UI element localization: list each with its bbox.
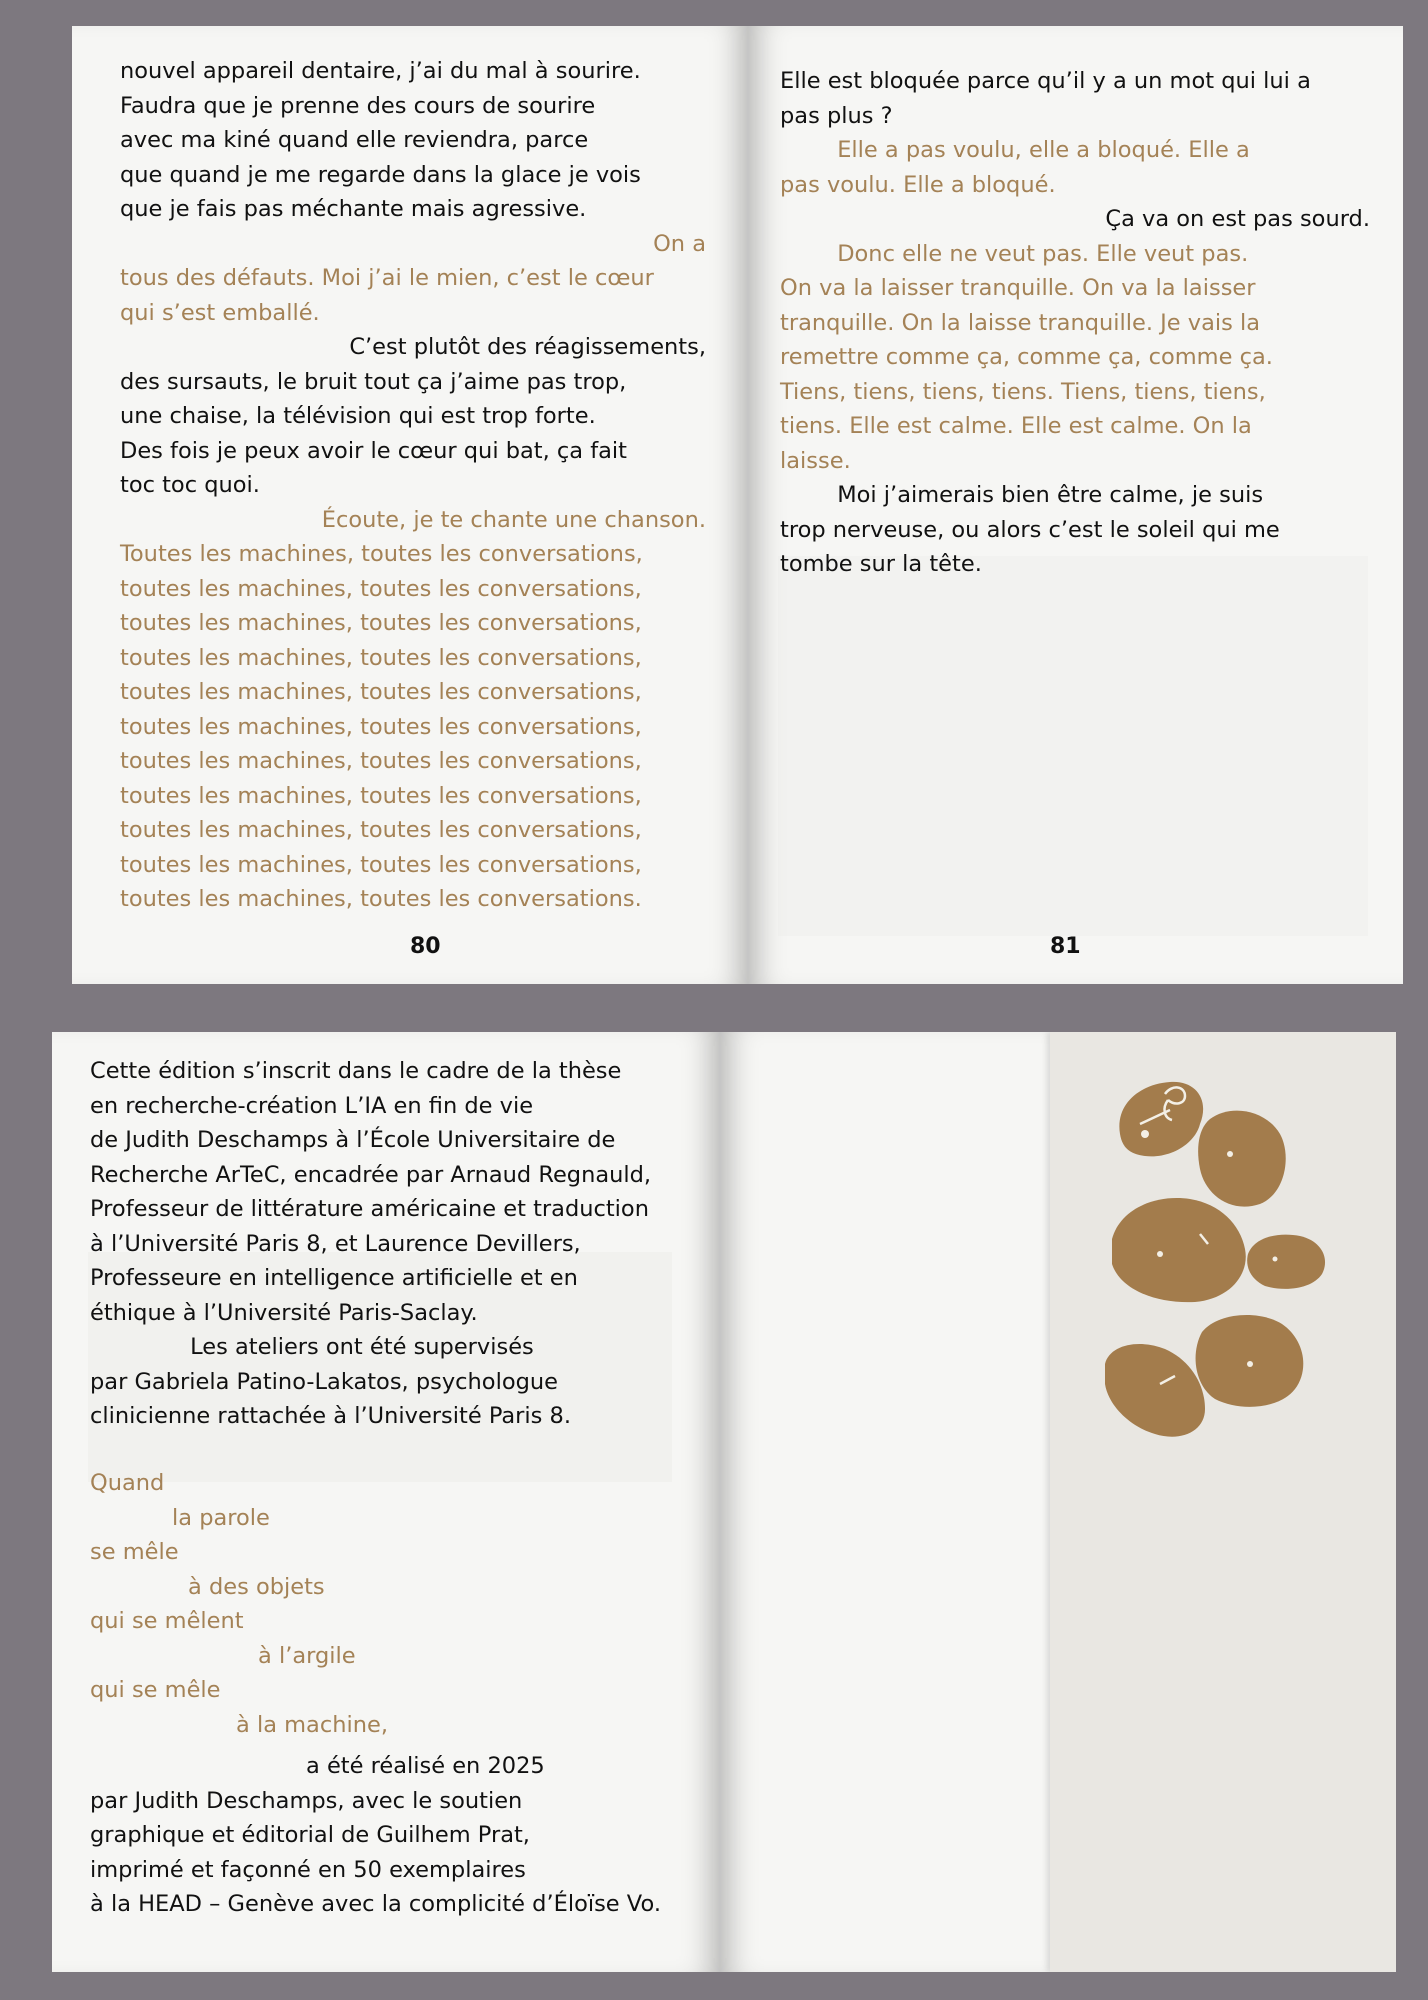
text-line: qui s’est emballé. xyxy=(120,299,320,326)
poem-line: la parole xyxy=(172,1504,270,1531)
colophon-line: par Gabriela Patino-Lakatos, psychologue xyxy=(90,1368,558,1395)
text-line: tranquille. On la laisse tranquille. Je vais la xyxy=(780,309,1261,336)
faint-background-image xyxy=(778,556,1368,936)
text-line: trop nerveuse, ou alors c’est le soleil qui me xyxy=(780,516,1280,543)
text-line: Des fois je peux avoir le cœur qui bat, ça fait xyxy=(120,437,628,464)
text-line: Elle a pas voulu, elle a bloqué. Elle a xyxy=(780,137,1250,163)
stone-middle-left xyxy=(1112,1198,1246,1302)
page-81 xyxy=(748,26,1403,984)
poem-line: à des objets xyxy=(188,1573,325,1600)
text-line: tombe sur la tête. xyxy=(780,551,982,577)
text-line: Elle est bloquée parce qu’il y a un mot qui lui a xyxy=(780,68,1311,94)
text-line: laisse. xyxy=(780,447,851,474)
text-line: Ça va on est pas sourd. xyxy=(1105,206,1370,232)
text-line: On a xyxy=(653,230,706,257)
text-line: toutes les machines, toutes les conversations, xyxy=(120,644,642,671)
credits-line: par Judith Deschamps, avec le soutien xyxy=(90,1787,523,1814)
credits-line: à la HEAD – Genève avec la complicité d’Éloïse Vo. xyxy=(90,1891,661,1917)
text-line: toutes les machines, toutes les conversations, xyxy=(120,817,642,843)
text-line: Écoute, je te chante une chanson. xyxy=(321,506,706,533)
page-80 xyxy=(72,26,748,984)
text-line: toc toc quoi. xyxy=(120,472,260,498)
text-line: une chaise, la télévision qui est trop forte. xyxy=(120,403,596,429)
page-80-text xyxy=(120,54,706,917)
credits-line: graphique et éditorial de Guilhem Prat, xyxy=(90,1822,530,1848)
credits xyxy=(90,1749,710,1922)
page-number-80: 80 xyxy=(410,934,441,959)
clay-stones-illustration xyxy=(1100,1064,1390,1444)
poem-line: à l’argile xyxy=(258,1642,356,1669)
poem-line: qui se mêlent xyxy=(90,1608,244,1634)
stone-bottom-right xyxy=(1196,1315,1304,1407)
text-line: remettre comme ça, comme ça, comme ça. xyxy=(780,344,1273,370)
colophon-line: de Judith Deschamps à l’École Universitaire de xyxy=(90,1127,616,1153)
text-line: avec ma kiné quand elle reviendra, parce xyxy=(120,127,589,153)
colophon-line: éthique à l’Université Paris-Saclay. xyxy=(90,1299,478,1326)
text-line: toutes les machines, toutes les conversations, xyxy=(120,851,642,878)
colophon-text xyxy=(90,1054,690,1434)
text-line: Donc elle ne veut pas. Elle veut pas. xyxy=(780,240,1249,267)
stone-top-left xyxy=(1119,1082,1203,1157)
colophon-line: Professeure en intelligence artificielle et en xyxy=(90,1265,578,1291)
text-line: des sursauts, le bruit tout ça j’aime pas trop, xyxy=(120,368,627,395)
text-line: toutes les machines, toutes les conversations, xyxy=(120,782,642,809)
stone-bottom-left xyxy=(1105,1344,1205,1437)
text-line: Tiens, tiens, tiens, tiens. Tiens, tiens, tiens, xyxy=(780,378,1266,405)
text-line: toutes les machines, toutes les conversations, xyxy=(120,713,642,740)
text-line: toutes les machines, toutes les conversations, xyxy=(120,679,642,705)
text-line: C’est plutôt des réagissements, xyxy=(349,334,706,360)
text-line: pas voulu. Elle a bloqué. xyxy=(780,171,1056,198)
poem-line: qui se mêle xyxy=(90,1677,221,1703)
text-line: que je fais pas méchante mais agressive. xyxy=(120,196,587,222)
stone-top-right xyxy=(1198,1111,1286,1207)
colophon-line: en recherche-création L’IA en fin de vie xyxy=(90,1092,534,1119)
colophon-line: Les ateliers ont été supervisés xyxy=(90,1334,534,1360)
colophon-line: Recherche ArTeC, encadrée par Arnaud Regnauld, xyxy=(90,1161,652,1188)
text-line: toutes les machines, toutes les conversations, xyxy=(120,610,642,636)
text-line: tiens. Elle est calme. Elle est calme. On la xyxy=(780,413,1252,439)
text-line: Toutes les machines, toutes les conversations, xyxy=(120,541,643,567)
credits-line: imprimé et façonné en 50 exemplaires xyxy=(90,1856,526,1883)
colophon-line: Professeur de littérature américaine et traduction xyxy=(90,1196,649,1222)
text-line: toutes les machines, toutes les conversations, xyxy=(120,748,642,774)
colophon-page xyxy=(52,1032,720,1972)
poem-line: se mêle xyxy=(90,1539,179,1565)
text-line: toutes les machines, toutes les conversations. xyxy=(120,886,642,912)
text-line: Faudra que je prenne des cours de sourire xyxy=(120,92,596,119)
colophon-line: à l’Université Paris 8, et Laurence Devillers, xyxy=(90,1230,581,1257)
text-line: toutes les machines, toutes les conversations, xyxy=(120,575,642,602)
text-line: Moi j’aimerais bien être calme, je suis xyxy=(780,482,1264,508)
poem-line: à la machine, xyxy=(236,1711,388,1738)
poem xyxy=(90,1466,690,1742)
credits-line: a été réalisé en 2025 xyxy=(306,1753,545,1779)
text-line: nouvel appareil dentaire, j’ai du mal à sourire. xyxy=(120,58,641,84)
text-line: On va la laisser tranquille. On va la laisser xyxy=(780,275,1256,301)
text-line: que quand je me regarde dans la glace je vois xyxy=(120,161,641,188)
stone-middle-right xyxy=(1247,1235,1325,1289)
page-number-81: 81 xyxy=(1050,934,1081,959)
text-line: pas plus ? xyxy=(780,102,893,129)
colophon-line: Cette édition s’inscrit dans le cadre de la thèse xyxy=(90,1058,622,1084)
text-line: tous des défauts. Moi j’ai le mien, c’est le cœur xyxy=(120,265,654,291)
poem-line: Quand xyxy=(90,1470,165,1496)
end-page xyxy=(720,1032,1396,1972)
page-81-text xyxy=(780,64,1370,582)
colophon-line: clinicienne rattachée à l’Université Paris 8. xyxy=(90,1403,572,1429)
